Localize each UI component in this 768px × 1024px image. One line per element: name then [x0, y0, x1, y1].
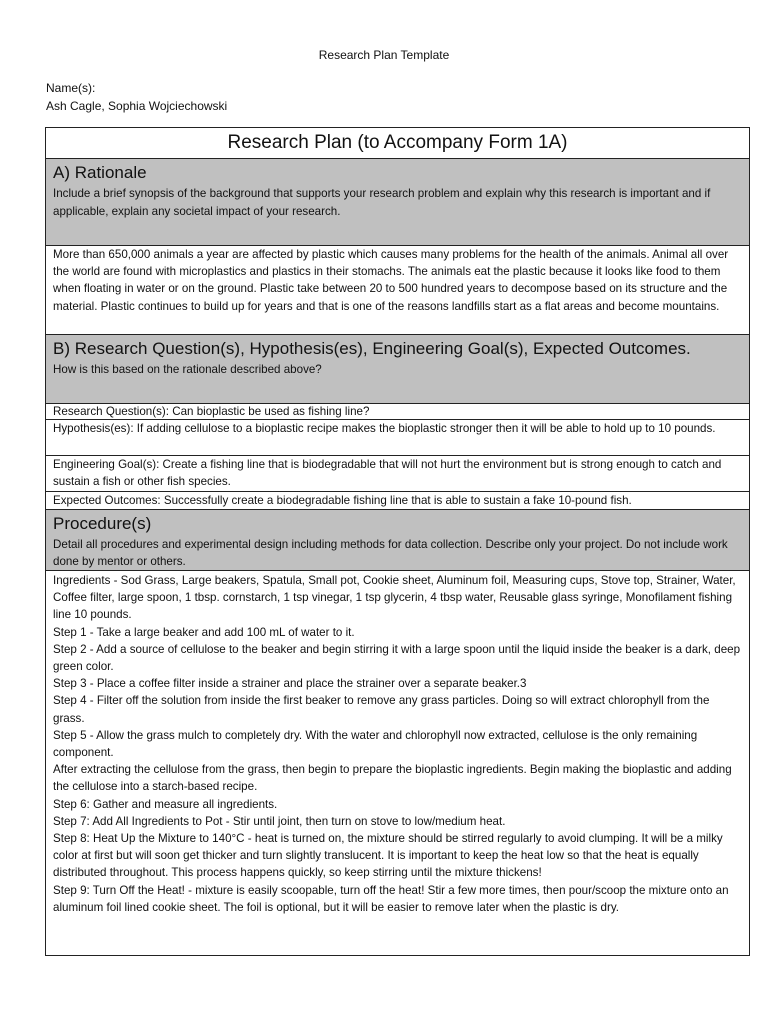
procedure-instruction: Detail all procedures and experimental design including methods for data collection. Describe only your project. Do not include work done by mentor or others.	[53, 538, 728, 568]
engineering-goal-row: Engineering Goal(s): Create a fishing line that is biodegradable that will not hurt the environment but is strong enough to catch and sustain a fish or other fish species.	[46, 455, 749, 491]
names-label: Name(s):	[46, 81, 96, 95]
procedure-step: Step 3 - Place a coffee filter inside a strainer and place the strainer over a separate beaker.3	[53, 677, 527, 691]
research-question-heading: B) Research Question(s), Hypothesis(es), Engineering Goal(s), Expected Outcomes.	[53, 339, 691, 358]
procedure-heading: Procedure(s)	[53, 514, 152, 533]
procedure-note: After extracting the cellulose from the grass, then begin to prepare the bioplastic ingredients. Begin making the bioplastic and adding the cellulose into a starch-based recipe.	[53, 763, 732, 794]
procedure-step: Step 2 - Add a source of cellulose to the beaker and begin stirring it with a large spoon until the liquid inside the beaker is a dark, deep green color.	[53, 642, 741, 674]
names-value: Ash Cagle, Sophia Wojciechowski	[46, 99, 228, 113]
procedure-ingredients: Ingredients - Sod Grass, Large beakers, Spatula, Small pot, Cookie sheet, Aluminum foil, Measuring cups, Stove top, Strainer, Water, Coffee filter, large spoon, 1 tbsp. cornstarch, 1 tsp vinegar, 1 tsp glycerin, 4 tbsp water, Reusable glass syringe, Monofilament fishing line 10 pounds.	[53, 574, 736, 622]
rationale-instruction: Include a brief synopsis of the background that supports your research problem and explain why this research is important and if applicable, explain any societal impact of your research.	[53, 187, 711, 218]
procedure-step: Step 5 - Allow the grass mulch to completely dry. With the water and chlorophyll now extracted, cellulose is the only remaining component.	[53, 728, 698, 760]
research-question-instruction: How is this based on the rationale described above?	[53, 363, 322, 376]
rationale-body: More than 650,000 animals a year are affected by plastic which causes many problems for the health of the animals. Animal all over the world are found with microplastics and plastics in their stomachs. The animals eat the plastic because it looks like food to them when floating in water or on the ground. Plastic take between 20 to 500 hundred years to decompose based on its structure and the material. Plastic continues to build up for years and that is one of the reasons landfills start as a flat areas and become mountains.	[46, 245, 749, 334]
document-title: Research Plan Template	[318, 48, 450, 62]
procedure-step: Step 7: Add All Ingredients to Pot - Stir until joint, then turn on stove to low/medium heat.	[53, 814, 506, 828]
procedure-header-cell	[46, 509, 749, 570]
procedure-step: Step 1 - Take a large beaker and add 100 mL of water to it.	[53, 625, 355, 639]
research-question-row: Research Question(s): Can bioplastic be used as fishing line?	[46, 403, 749, 419]
procedure-step: Step 4 - Filter off the solution from inside the first beaker to remove any grass particles. Doing so will extract chlorophyll from the grass.	[53, 694, 710, 725]
rationale-header-cell	[46, 158, 749, 245]
plan-title: Research Plan (to Accompany Form 1A)	[227, 132, 568, 153]
research-plan-table	[45, 127, 750, 956]
procedure-step: Step 9: Turn Off the Heat! - mixture is easily scoopable, turn off the heat! Stir a few more times, then pour/scoop the mixture onto an aluminum foil lined cookie sheet. The foil is optional, but it will be easier to remove later when the plastic is dry.	[53, 883, 729, 914]
procedure-step: Step 8: Heat Up the Mixture to 140°C - heat is turned on, the mixture should be stirred regularly to avoid clumping. It will be a milky color at first but will soon get thicker and turn slightly translucent. It is important to keep the heat low so that the heat is equally distributed throughout. This process happens quickly, so keep stirring until the mixture thickens!	[53, 832, 723, 880]
expected-outcomes-row: Expected Outcomes: Successfully create a biodegradable fishing line that is able to sustain a fake 10-pound fish.	[46, 491, 749, 509]
procedure-body	[46, 570, 749, 955]
rationale-heading: A) Rationale	[53, 163, 147, 182]
hypothesis-row: Hypothesis(es): If adding cellulose to a bioplastic recipe makes the bioplastic stronger then it will be able to hold up to 10 pounds.	[46, 419, 749, 455]
research-question-header-cell	[46, 334, 749, 403]
procedure-step: Step 6: Gather and measure all ingredients.	[53, 797, 278, 811]
